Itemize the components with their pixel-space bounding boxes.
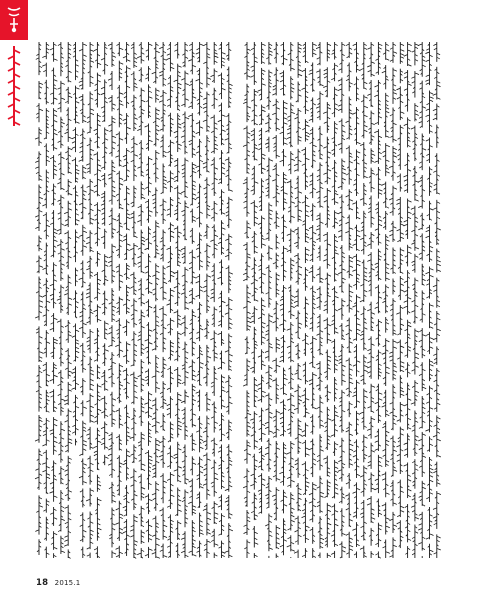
left-column-line bbox=[210, 42, 218, 558]
right-column-line bbox=[389, 42, 397, 558]
right-column-line bbox=[433, 42, 441, 558]
right-column-line bbox=[338, 42, 346, 558]
right-column-line bbox=[279, 42, 287, 555]
right-column-line bbox=[265, 42, 273, 558]
left-column-line bbox=[137, 42, 145, 558]
right-column-line bbox=[287, 42, 295, 558]
right-column-line bbox=[382, 42, 390, 558]
right-column-line bbox=[396, 42, 404, 548]
right-column-line bbox=[411, 42, 419, 558]
left-column-line bbox=[188, 42, 196, 556]
right-column-line bbox=[404, 42, 412, 558]
left-column-line bbox=[181, 42, 189, 558]
left-column-line bbox=[159, 42, 167, 558]
left-column-line bbox=[203, 42, 211, 558]
right-column-line bbox=[272, 42, 280, 558]
right-column-line bbox=[316, 42, 324, 558]
left-column-line bbox=[79, 42, 87, 558]
right-column-line bbox=[243, 42, 251, 558]
left-column-line bbox=[57, 42, 65, 554]
right-column-line bbox=[309, 42, 317, 558]
left-column-line bbox=[115, 42, 123, 558]
right-column-line bbox=[418, 42, 426, 558]
left-column-line bbox=[35, 42, 43, 555]
right-column-line bbox=[301, 42, 309, 558]
left-column-line bbox=[166, 42, 174, 558]
left-column-line bbox=[86, 42, 94, 558]
left-column-line bbox=[108, 42, 116, 558]
right-column-line bbox=[331, 42, 339, 558]
left-column-line bbox=[71, 42, 79, 445]
left-column-line bbox=[64, 42, 72, 558]
right-column-line bbox=[374, 42, 382, 558]
left-column-line bbox=[196, 42, 204, 557]
issue-label: 2015.1 bbox=[54, 579, 81, 587]
left-column-line bbox=[152, 42, 160, 558]
right-column-line bbox=[345, 42, 353, 558]
left-column-line bbox=[93, 42, 101, 558]
left-column-line bbox=[217, 42, 225, 558]
right-column-line bbox=[352, 42, 360, 558]
right-column-line bbox=[323, 42, 331, 558]
left-column-line bbox=[174, 42, 182, 558]
page-footer bbox=[36, 578, 80, 588]
right-column-line bbox=[258, 42, 266, 514]
right-column-line bbox=[367, 42, 375, 558]
left-column-line bbox=[130, 42, 138, 558]
right-column-line bbox=[360, 42, 368, 558]
left-column-line bbox=[50, 42, 58, 558]
left-column-line bbox=[144, 42, 152, 558]
right-column-line bbox=[250, 42, 258, 558]
left-column-line bbox=[101, 42, 109, 465]
right-column-line bbox=[425, 42, 433, 558]
left-column-line bbox=[123, 42, 131, 556]
right-column-line bbox=[294, 42, 302, 558]
left-column-line bbox=[225, 42, 233, 558]
page-number: 18 bbox=[36, 578, 49, 588]
left-column-line bbox=[42, 42, 50, 558]
